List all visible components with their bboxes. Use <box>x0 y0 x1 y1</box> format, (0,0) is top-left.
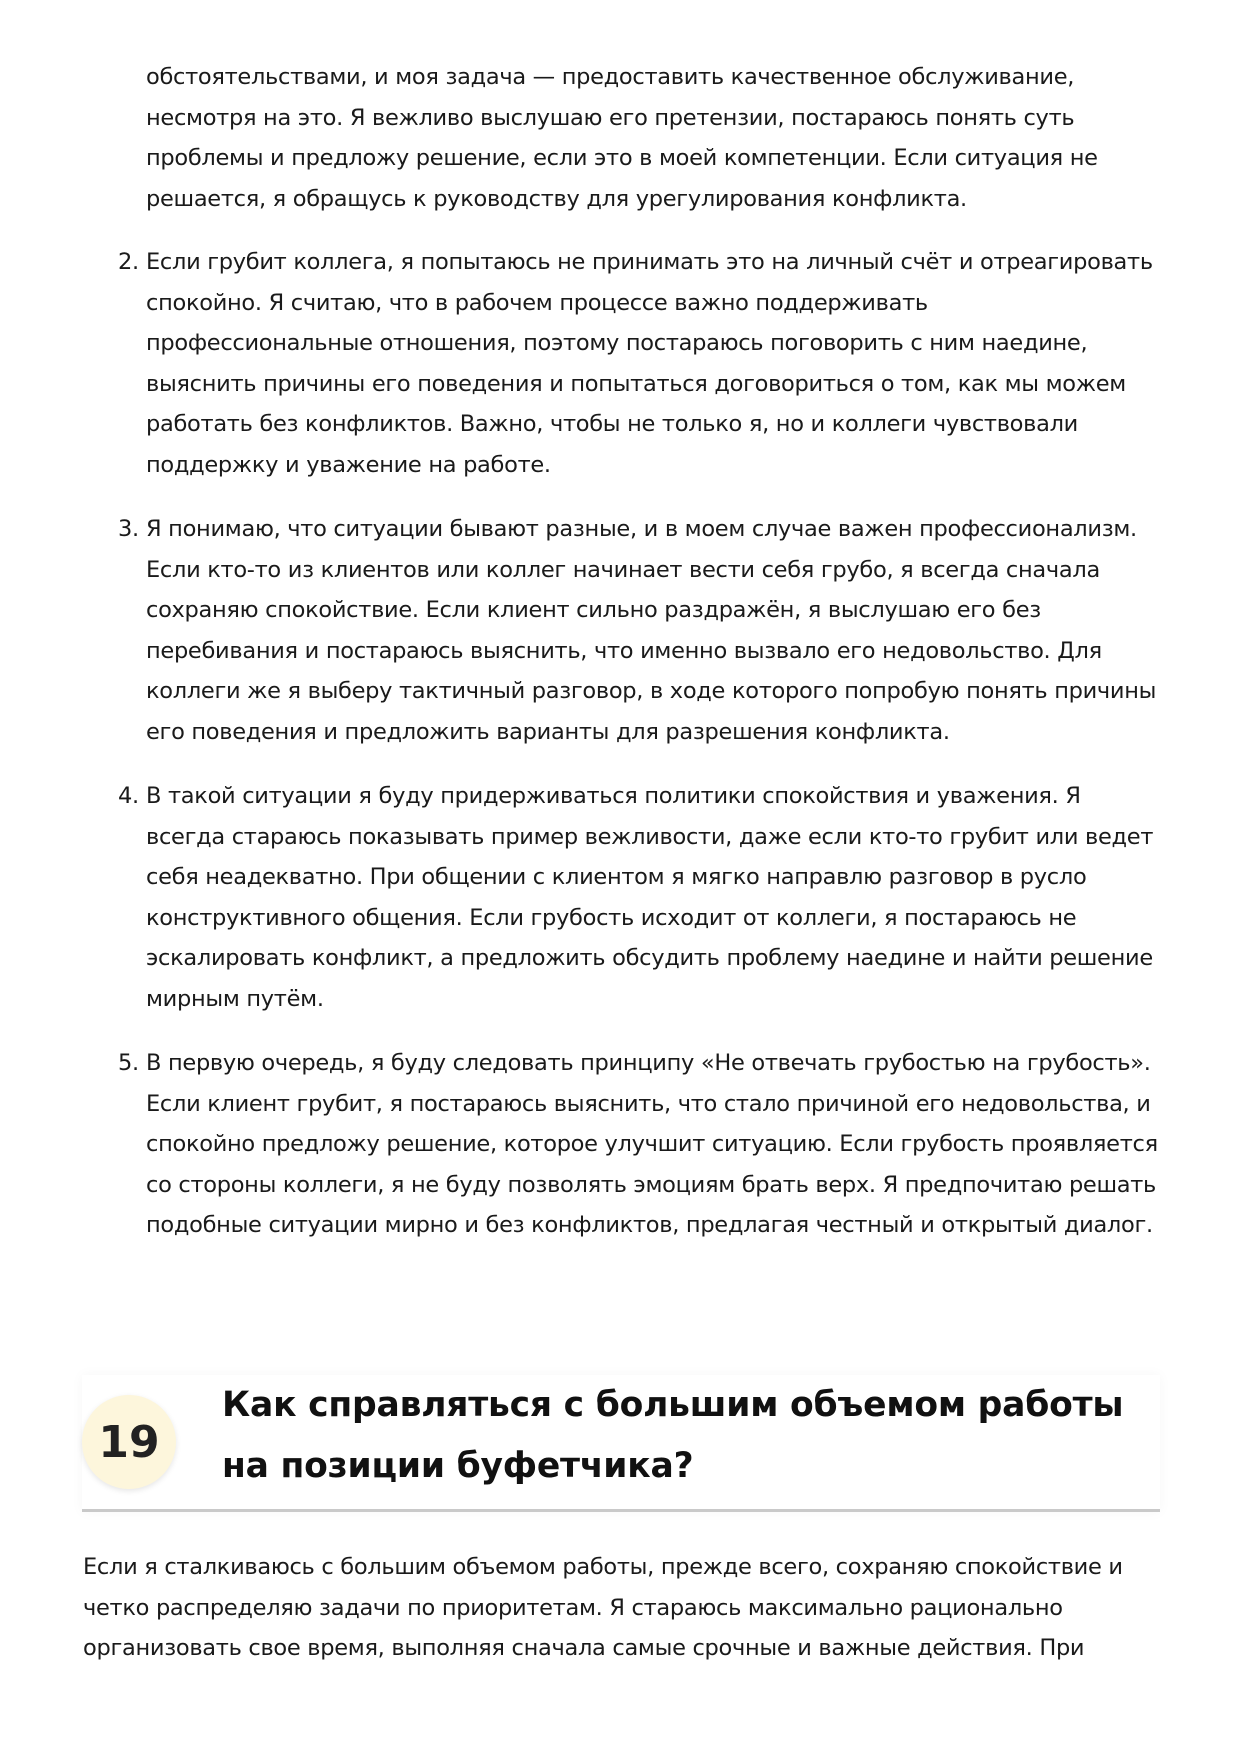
list-item-text: В первую очередь, я буду следовать принципу «Не отвечать грубостью на грубость». Если клиент грубит, я постараюсь выяснить, что стало причиной его недовольства, и спокойно предложу решение, которое улучшит ситуацию. Если грубость проявляется со стороны коллеги, я не буду позволять эмоциям брать верх. Я предпочитаю решать подобные ситуации мирно и без конфликтов, предлагая честный и открытый диалог. <box>146 1050 1158 1238</box>
list-item <box>118 776 1161 1019</box>
question-number: 19 <box>98 1416 160 1468</box>
list-item <box>118 242 1161 485</box>
list-item-text: В такой ситуации я буду придерживаться политики спокойствия и уважения. Я всегда стараюсь показывать пример вежливости, даже если кто-то грубит или ведет себя неадекватно. При общении с клиентом я мягко направлю разговор в русло конструктивного общения. Если грубость исходит от коллеги, я постараюсь не эскалировать конфликт, а предложить обсудить проблему наедине и найти решение мирным путём. <box>146 783 1154 1012</box>
answer-paragraph: Если я сталкиваюсь с большим объемом работы, прежде всего, сохраняю спокойствие и четко распределяю задачи по приоритетам. Я стараюсь максимально рационально организовать свое время, выполняя сначала самые срочные и важные действия. При <box>83 1554 1123 1661</box>
list-item <box>118 1043 1161 1246</box>
list-item-number: 4. <box>118 783 139 809</box>
list-item <box>118 509 1161 752</box>
question-number-badge <box>82 1395 176 1489</box>
previous-answer-continuation: обстоятельствами, и моя задача — предоставить качественное обслуживание, несмотря на это. Я вежливо выслушаю его претензии, постараюсь понять суть проблемы и предложу решение, если это в моей компетенции. Если ситуация не решается, я обращусь к руководству для урегулирования конфликта. <box>146 64 1098 212</box>
list-item-text: Если грубит коллега, я попытаюсь не принимать это на личный счёт и отреагировать спокойно. Я считаю, что в рабочем процессе важно поддерживать профессиональные отношения, поэтому постараюсь поговорить с ним наедине, выяснить причины его поведения и попытаться договориться о том, как мы можем работать без конфликтов. Важно, чтобы не только я, но и коллеги чувствовали поддержку и уважение на работе. <box>146 249 1153 478</box>
answer-variants-list <box>118 242 1161 1270</box>
list-item-number: 3. <box>118 516 139 542</box>
question-title: Как справляться с большим объемом работы на позиции буфетчика? <box>222 1385 1124 1486</box>
list-item-number: 5. <box>118 1050 139 1076</box>
list-item-number: 2. <box>118 249 139 275</box>
question-header <box>82 1375 1160 1512</box>
list-item-text: Я понимаю, что ситуации бывают разные, и в моем случае важен профессионализм. Если кто-то из клиентов или коллег начинает вести себя грубо, я всегда сначала сохраняю спокойствие. Если клиент сильно раздражён, я выслушаю его без перебивания и постараюсь выяснить, что именно вызвало его недовольство. Для коллеги же я выберу тактичный разговор, в ходе которого попробую понять причины его поведения и предложить варианты для разрешения конфликта. <box>146 516 1157 745</box>
